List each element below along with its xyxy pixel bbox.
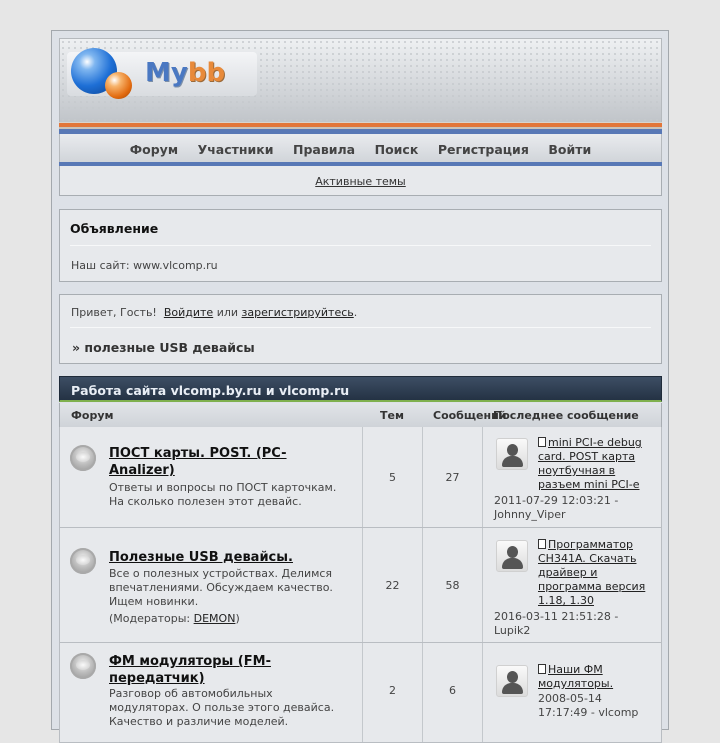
- last-post-meta: 2011-07-29 12:03:21 - Johnny_Viper: [494, 494, 659, 522]
- last-post-link[interactable]: mini PCI-e debug card. POST карта ноутбучная в разъем mini PCI-e: [538, 436, 642, 491]
- breadcrumb[interactable]: » полезные USB девайсы: [72, 340, 255, 355]
- topics-count-cell: [363, 643, 423, 742]
- nav-forum[interactable]: Форум: [129, 142, 179, 157]
- user-avatar-icon[interactable]: [496, 665, 528, 697]
- main-nav: [59, 134, 662, 164]
- logo-text: Mybb: [145, 58, 226, 88]
- topics-count: 22: [385, 579, 400, 592]
- login-link[interactable]: Войдите: [163, 306, 214, 319]
- nav-login[interactable]: Войти: [548, 142, 592, 157]
- document-icon: [538, 664, 546, 674]
- col-topics: Тем: [380, 409, 404, 422]
- last-post-user[interactable]: Lupik2: [494, 624, 531, 637]
- col-forum: Форум: [71, 409, 114, 422]
- header-stripes: [59, 122, 662, 134]
- user-avatar-icon[interactable]: [496, 438, 528, 470]
- forum-row: [59, 427, 662, 528]
- col-posts: Сообщений: [433, 409, 507, 422]
- forum-row: [59, 528, 662, 643]
- forum-title[interactable]: Полезные USB девайсы.: [109, 550, 293, 565]
- forum-status-icon: [70, 653, 96, 679]
- last-post-cell: [483, 427, 663, 527]
- last-post-cell: [483, 643, 663, 742]
- welcome-panel: [59, 294, 662, 364]
- forum-title[interactable]: ФМ модуляторы (FM-передатчик): [109, 654, 271, 686]
- category-header[interactable]: Работа сайта vlcomp.by.ru и vlcomp.ru: [59, 376, 662, 402]
- divider: [70, 245, 651, 246]
- nav-rules[interactable]: Правила: [293, 142, 356, 157]
- forum-description: Ответы и вопросы по ПОСТ карточкам. На сколько полезен этот девайс.: [109, 481, 337, 508]
- forum-cell: [60, 643, 363, 742]
- topics-count-cell: [363, 528, 423, 642]
- greeting-text: Привет, Гость!: [71, 306, 157, 319]
- posts-count: 6: [449, 684, 456, 697]
- forum-cell: [60, 528, 363, 642]
- document-icon: [538, 539, 546, 549]
- last-post-meta: 2016-03-11 21:51:28 - Lupik2: [494, 610, 659, 638]
- last-post-cell: [483, 528, 663, 642]
- forum-description: Все о полезных устройствах. Делимся впечатлениями. Обсуждаем качество. Ищем новинки.: [109, 567, 333, 608]
- forum-status-icon: [70, 445, 96, 471]
- forum-title[interactable]: ПОСТ карты. POST. (PC-Analizer): [109, 446, 287, 478]
- posts-count-cell: [423, 528, 483, 642]
- topics-count: 5: [389, 471, 396, 484]
- announcement-title: Объявление: [70, 221, 159, 236]
- last-post-link[interactable]: Наши ФМ модуляторы.: [538, 663, 614, 690]
- last-post-user[interactable]: 17:17:49 - vlcomp: [538, 706, 639, 719]
- topics-count: 2: [389, 684, 396, 697]
- user-avatar-icon[interactable]: [496, 540, 528, 572]
- nav-members[interactable]: Участники: [197, 142, 274, 157]
- site-header: [59, 38, 662, 126]
- forum-status-icon: [70, 548, 96, 574]
- logo-orange-ball-icon: [105, 72, 132, 99]
- forum-description: Разговор об автомобильных модуляторах. О пользе этого девайса. Качество и различие моделей.: [109, 687, 335, 728]
- or-text: или: [216, 306, 239, 319]
- forum-cell: [60, 427, 363, 527]
- announcement-panel: [59, 209, 662, 282]
- last-post-meta: 2008-05-14 17:17:49 - vlcomp: [538, 692, 658, 720]
- document-icon: [538, 437, 546, 447]
- active-topics-bar: [59, 166, 662, 196]
- posts-count-cell: [423, 427, 483, 527]
- active-topics-link[interactable]: Активные темы: [315, 175, 406, 188]
- divider: [70, 327, 651, 328]
- announcement-text: Наш сайт: www.vlcomp.ru: [71, 259, 218, 272]
- posts-count-cell: [423, 643, 483, 742]
- moderators: (Модераторы: DEMON): [109, 612, 240, 625]
- last-post-user[interactable]: Johnny_Viper: [494, 508, 566, 521]
- nav-search[interactable]: Поиск: [374, 142, 419, 157]
- last-post-link[interactable]: Программатор CH341A. Скачать драйвер и программа версия 1.18, 1.30: [538, 538, 646, 607]
- welcome-line: [71, 306, 357, 319]
- mybb-logo[interactable]: [67, 52, 257, 96]
- moderator-link[interactable]: DEMON: [193, 612, 236, 625]
- posts-count: 27: [445, 471, 460, 484]
- period: .: [353, 306, 358, 319]
- page-wrapper: [51, 30, 669, 730]
- table-header: [59, 403, 662, 427]
- topics-count-cell: [363, 427, 423, 527]
- forum-row: [59, 643, 662, 743]
- register-link[interactable]: зарегистрируйтесь: [241, 306, 354, 319]
- nav-register[interactable]: Регистрация: [437, 142, 529, 157]
- posts-count: 58: [445, 579, 460, 592]
- col-last-post: Последнее сообщение: [493, 409, 639, 422]
